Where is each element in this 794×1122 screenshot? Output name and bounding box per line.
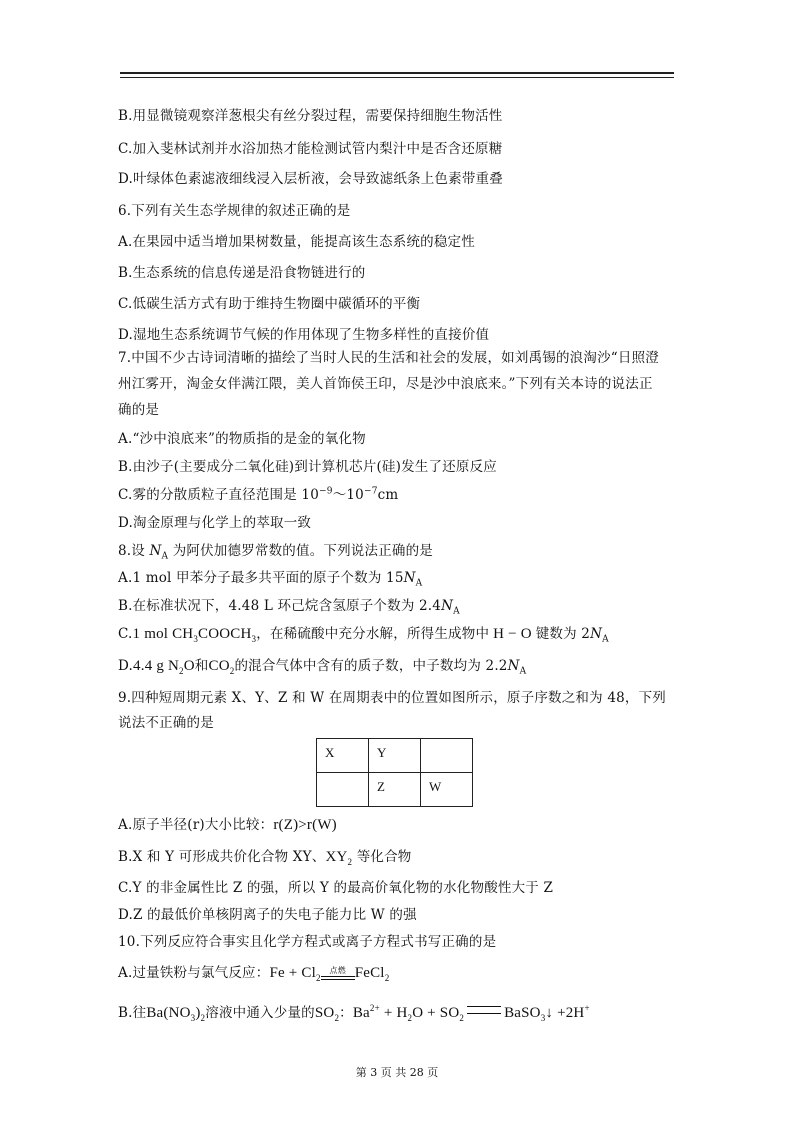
text: B.往 — [118, 1005, 147, 1021]
text: FeCl — [354, 965, 385, 981]
option-line — [118, 1001, 590, 1023]
table-cell: X — [317, 739, 369, 773]
question-9: 9.四种短周期元素 X、Y、Z 和 W 在周期表中的位置如图所示，原子序数之和为 48，下列 — [118, 690, 666, 706]
option-line — [118, 845, 412, 867]
text: 溶液中通入少量的 — [205, 1005, 315, 1021]
exponent: −7 — [363, 486, 378, 497]
avogadro-symbol: N — [507, 658, 520, 674]
option-line — [118, 654, 526, 677]
text: 4.4 g N — [133, 658, 180, 674]
text: ，在稀硫酸中充分水解，所得生成物中 — [256, 626, 490, 642]
subscript: A — [602, 634, 609, 645]
bond-formula: H − O — [489, 626, 536, 642]
subscript: 2 — [334, 1013, 340, 1023]
subscript: 2 — [384, 973, 390, 983]
table-row — [317, 773, 473, 807]
formula — [133, 658, 195, 674]
option-line — [118, 961, 389, 983]
table-row — [317, 739, 473, 773]
subscript: A — [453, 606, 460, 617]
text: BaSO — [504, 1005, 541, 1021]
condition-label: 点燃 — [329, 966, 346, 975]
question-7-cont: 州江雾开，淘金女伴满江隈，美人首饰侯王印，尽是沙中浪底来。”下列有关本诗的说法正 — [118, 376, 653, 392]
formula — [315, 1005, 339, 1021]
option-line: C.低碳生活方式有助于维持生物圈中碳循环的平衡 — [118, 296, 421, 312]
equals-sign — [467, 1006, 501, 1014]
subscript: A — [161, 551, 169, 562]
avogadro-symbol: N — [441, 598, 454, 614]
text: C. — [118, 626, 133, 642]
exponent: −9 — [319, 486, 333, 497]
option-line: D.湿地生态系统调节气候的作用体现了生物多样性的直接价值 — [118, 327, 490, 343]
text: ) — [195, 1005, 201, 1021]
option-line — [118, 622, 609, 645]
formula — [146, 1005, 205, 1021]
table-cell — [317, 773, 369, 807]
subscript: 2 — [459, 1013, 465, 1023]
text: 1 mol CH — [132, 626, 194, 642]
page-footer: 第 3 页 共 28 页 — [355, 1066, 439, 1079]
superscript: 2+ — [369, 1003, 380, 1013]
ignite-arrow — [321, 965, 355, 976]
text: B.在标准状况下，4.48 L 环己烷含氢原子个数为 2.4 — [118, 598, 442, 614]
text: Fe + Cl — [269, 965, 316, 981]
question-7: 7.中国不少古诗词清晰的描绘了当时人民的生活和社会的发展，如刘禹锡的浪淘沙“日照澄 — [118, 350, 659, 366]
formula — [208, 658, 234, 674]
subscript: A — [519, 666, 527, 677]
text: SO — [314, 1005, 335, 1021]
text: ～10 — [332, 487, 364, 503]
formula: r(Z)>r(W) — [273, 817, 337, 833]
table-cell: Z — [369, 773, 421, 807]
option-line: A.“沙中浪底来”的物质指的是金的氧化物 — [118, 431, 366, 447]
question-10: 10.下列反应符合事实且化学方程式或离子方程式书写正确的是 — [118, 934, 497, 950]
header-rule-thin — [120, 77, 674, 78]
avogadro-symbol: N — [403, 570, 416, 586]
text: XY — [325, 849, 348, 865]
text: A.原子半径(r)大小比较： — [118, 817, 274, 833]
option-line — [118, 594, 460, 617]
text: Ba(NO — [146, 1005, 191, 1021]
text: D. — [118, 658, 134, 674]
option-line — [118, 566, 422, 589]
subscript: 2 — [179, 666, 184, 676]
text: Ba — [352, 1005, 370, 1021]
text: O — [183, 658, 195, 674]
text: O + SO — [412, 1005, 460, 1021]
text: 8.设 — [118, 543, 150, 559]
question-6: 6.下列有关生态学规律的叙述正确的是 — [118, 203, 351, 219]
equation — [269, 965, 389, 981]
option-line: D.淘金原理与化学上的萃取一致 — [118, 515, 312, 531]
subscript: 3 — [190, 1013, 196, 1023]
question-9-cont: 说法不正确的是 — [118, 715, 214, 731]
text: C.雾的分散质粒子直径范围是 10 — [118, 487, 320, 503]
option-line: C.加入斐林试剂并水浴加热才能检测试管内梨汁中是否含还原糖 — [118, 141, 503, 157]
subscript: 3 — [193, 634, 199, 644]
option-line: A.在果园中适当增加果树数量，能提高该生态系统的稳定性 — [118, 234, 475, 250]
text: ↓ +2H — [545, 1005, 585, 1021]
option-line: B.由沙子(主要成分二氧化硅)到计算机芯片(硅)发生了还原反应 — [118, 459, 497, 475]
avogadro-symbol: N — [590, 626, 603, 642]
option-line: D.叶绿体色素滤液细线浸入层析液，会导致滤纸条上色素带重叠 — [118, 171, 503, 187]
text: 的混合气体中含有的质子数，中子数均为 2.2 — [234, 658, 508, 674]
unit: cm — [377, 487, 399, 503]
text: 和 — [194, 658, 209, 674]
avogadro-symbol: N — [149, 543, 162, 559]
option-line: B.生态系统的信息传递是沿食物链进行的 — [118, 265, 366, 281]
table-cell: Y — [369, 739, 421, 773]
text: CO — [208, 658, 230, 674]
text: A.过量铁粉与氯气反应： — [118, 965, 270, 981]
question-8 — [118, 539, 433, 562]
text: A.1 mol 甲苯分子最多共平面的原子个数为 15 — [118, 570, 404, 586]
subscript: A — [415, 578, 423, 589]
option-line — [118, 813, 337, 834]
equation — [353, 1005, 590, 1021]
header-rule-thick — [120, 72, 674, 74]
subscript: 3 — [540, 1013, 546, 1023]
formula — [325, 849, 352, 865]
text: ： — [339, 1005, 353, 1021]
option-line: C.Y 的非金属性比 Z 的强，所以 Y 的最高价氧化物的水化物酸性大于 Z — [118, 880, 554, 896]
periodic-table-fragment — [316, 738, 473, 807]
text: + H — [379, 1005, 408, 1021]
text: 键数为 2 — [535, 626, 591, 642]
question-7-cont: 确的是 — [118, 402, 160, 418]
subscript: 2 — [229, 666, 235, 676]
subscript: 2 — [407, 1013, 413, 1023]
text: B.X 和 Y 可形成共价化合物 XY、 — [118, 849, 326, 865]
option-line: B.用显微镜观察洋葱根尖有丝分裂过程，需要保持细胞生物活性 — [118, 108, 503, 124]
text: 为阿伏加德罗常数的值。下列说法正确的是 — [168, 543, 433, 559]
text: 等化合物 — [352, 849, 412, 865]
table-cell: W — [421, 773, 473, 807]
option-line: D.Z 的最低价单核阴离子的失电子能力比 W 的强 — [118, 907, 417, 923]
formula — [133, 626, 257, 642]
option-line — [118, 483, 398, 503]
subscript: 3 — [251, 634, 257, 644]
table-cell — [421, 739, 473, 773]
subscript: 2 — [200, 1013, 206, 1023]
subscript: 2 — [347, 857, 353, 867]
text: COOCH — [198, 626, 252, 642]
subscript: 2 — [316, 973, 321, 983]
superscript: + — [584, 1003, 590, 1013]
